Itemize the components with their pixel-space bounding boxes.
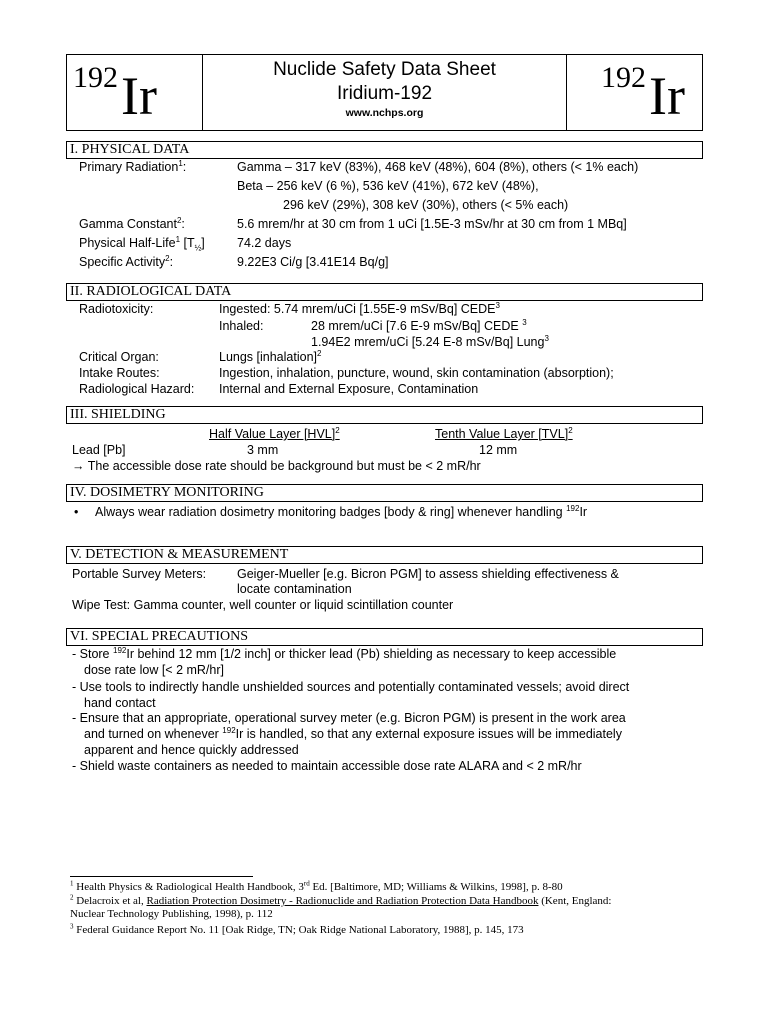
precaution-3-line3: apparent and hence quickly addressed: [84, 743, 299, 757]
website-url: www.nchps.org: [345, 107, 424, 119]
element-symbol: Ir: [649, 66, 685, 126]
hvl-value: 3 mm: [247, 443, 279, 457]
tvl-value: 12 mm: [479, 443, 518, 457]
radiological-hazard-label: Radiological Hazard:: [79, 382, 195, 396]
survey-meters-label: Portable Survey Meters:: [72, 567, 207, 581]
wipe-test: Wipe Test: Gamma counter, well counter or liquid scintillation counter: [72, 598, 454, 612]
inhaled-lung-dose: 1.94E2 mrem/uCi [5.24 E-8 mSv/Bq] Lung$^3$: [311, 333, 549, 349]
tvl-column-header: Tenth Value Layer [TVL]$^2$: [435, 425, 573, 441]
gamma-constant-value: 5.6 mrem/hr at 30 cm from 1 uCi [1.5E-3 mSv/hr at 30 cm from 1 MBq]: [237, 217, 627, 231]
gamma-emissions: Gamma – 317 keV (83%), 468 keV (48%), 604 (8%), others (< 1% each): [237, 160, 639, 174]
nuclide-symbol-left: [67, 55, 203, 130]
radiotoxicity-label: Radiotoxicity:: [79, 302, 154, 316]
critical-organ-value: Lungs [inhalation]$^2$: [219, 348, 322, 364]
element-symbol: Ir: [121, 66, 157, 126]
precaution-2-line2: hand contact: [84, 696, 156, 710]
bullet-icon: •: [74, 505, 79, 519]
critical-organ-label: Critical Organ:: [79, 350, 159, 364]
shield-material: Lead [Pb]: [72, 443, 126, 457]
inhaled-label: Inhaled:: [219, 319, 264, 333]
dosimetry-item: Always wear radiation dosimetry monitoring badges [body & ring] whenever handling $^{192}$Ir: [95, 503, 588, 519]
beta-emissions-line2: 296 keV (29%), 308 keV (30%), others (< 5% each): [283, 198, 569, 212]
shielding-note: → The accessible dose rate should be background but must be < 2 mR/hr: [72, 459, 481, 473]
footnote-divider: [70, 876, 253, 877]
section-detection-heading: V. DETECTION & MEASUREMENT: [66, 546, 703, 564]
precaution-4: - Shield waste containers as needed to maintain accessible dose rate ALARA and < 2 mR/hr: [72, 759, 582, 773]
precaution-2-line1: - Use tools to indirectly handle unshielded sources and potentially contaminated vessels; avoid direct: [72, 680, 630, 694]
mass-number: 192: [601, 61, 646, 94]
survey-meters-line2: locate contamination: [237, 582, 352, 596]
specific-activity-label: Specific Activity$^2$:: [79, 253, 174, 269]
section-dosimetry-heading: IV. DOSIMETRY MONITORING: [66, 484, 703, 502]
inhaled-dose: 28 mrem/uCi [7.6 E-9 mSv/Bq] CEDE $^3$: [311, 317, 527, 333]
section-shielding-heading: III. SHIELDING: [66, 406, 703, 424]
half-life-value: 74.2 days: [237, 236, 292, 250]
section-physical-heading: I. PHYSICAL DATA: [66, 141, 703, 159]
footnote-1: $^1$ Health Physics & Radiological Health Handbook, 3rd Ed. [Baltimore, MD; Williams & Wilkins, 1998], p. 8-80: [70, 879, 563, 893]
precaution-3-line1: - Ensure that an appropriate, operational survey meter (e.g. Bicron PGM) is present in the work area: [72, 711, 626, 725]
beta-emissions-line1: Beta – 256 keV (6 %), 536 keV (41%), 672 keV (48%),: [237, 179, 539, 193]
intake-routes-label: Intake Routes:: [79, 366, 160, 380]
survey-meters-line1: Geiger-Mueller [e.g. Bicron PGM] to assess shielding effectiveness &: [237, 567, 619, 581]
precaution-1-line1: - Store $^{192}$Ir behind 12 mm [1/2 inch] or thicker lead (Pb) shielding as necessary to keep accessible: [72, 645, 617, 661]
intake-routes-value: Ingestion, inhalation, puncture, wound, skin contamination (absorption);: [219, 366, 614, 380]
nuclide-name: Iridium-192: [336, 83, 433, 104]
header-title-block: [203, 55, 566, 130]
hvl-column-header: Half Value Layer [HVL]$^2$: [209, 425, 340, 441]
nuclide-symbol-right: [566, 55, 702, 130]
precaution-3-line2: and turned on whenever $^{192}$Ir is handled, so that any external exposure issues will be immediately: [84, 725, 622, 741]
footnote-2: $^2$ Delacroix et al, Radiation Protection Dosimetry - Radionuclide and Radiation Protection Data Handbook (Kent, England: Nuclear Technology Publishing, 1998), p. 112: [70, 893, 612, 920]
radiological-hazard-value: Internal and External Exposure, Contamination: [219, 382, 479, 396]
half-life-label: Physical Half-Life$^1$ $[T_{\frac{1}{2}}]$: [79, 234, 205, 253]
section-precautions-heading: VI. SPECIAL PRECAUTIONS: [66, 628, 703, 646]
header-table: [66, 54, 703, 131]
gamma-constant-label: Gamma Constant$^2$:: [79, 215, 185, 231]
mass-number: 192: [73, 61, 118, 94]
specific-activity-value: 9.22E3 Ci/g [3.41E14 Bq/g]: [237, 255, 389, 269]
document-title: Nuclide Safety Data Sheet: [273, 59, 496, 80]
ingested-dose: Ingested: 5.74 mrem/uCi [1.55E-9 mSv/Bq] CEDE$^3$: [219, 300, 500, 316]
primary-radiation-label: Primary Radiation$^1$:: [79, 158, 187, 174]
section-radiological-heading: II. RADIOLOGICAL DATA: [66, 283, 703, 301]
footnote-3: $^3$ Federal Guidance Report No. 11 [Oak Ridge, TN; Oak Ridge National Laboratory, 1988], p. 145, 173: [70, 922, 524, 936]
precaution-1-line2: dose rate low [< 2 mR/hr]: [84, 663, 224, 677]
